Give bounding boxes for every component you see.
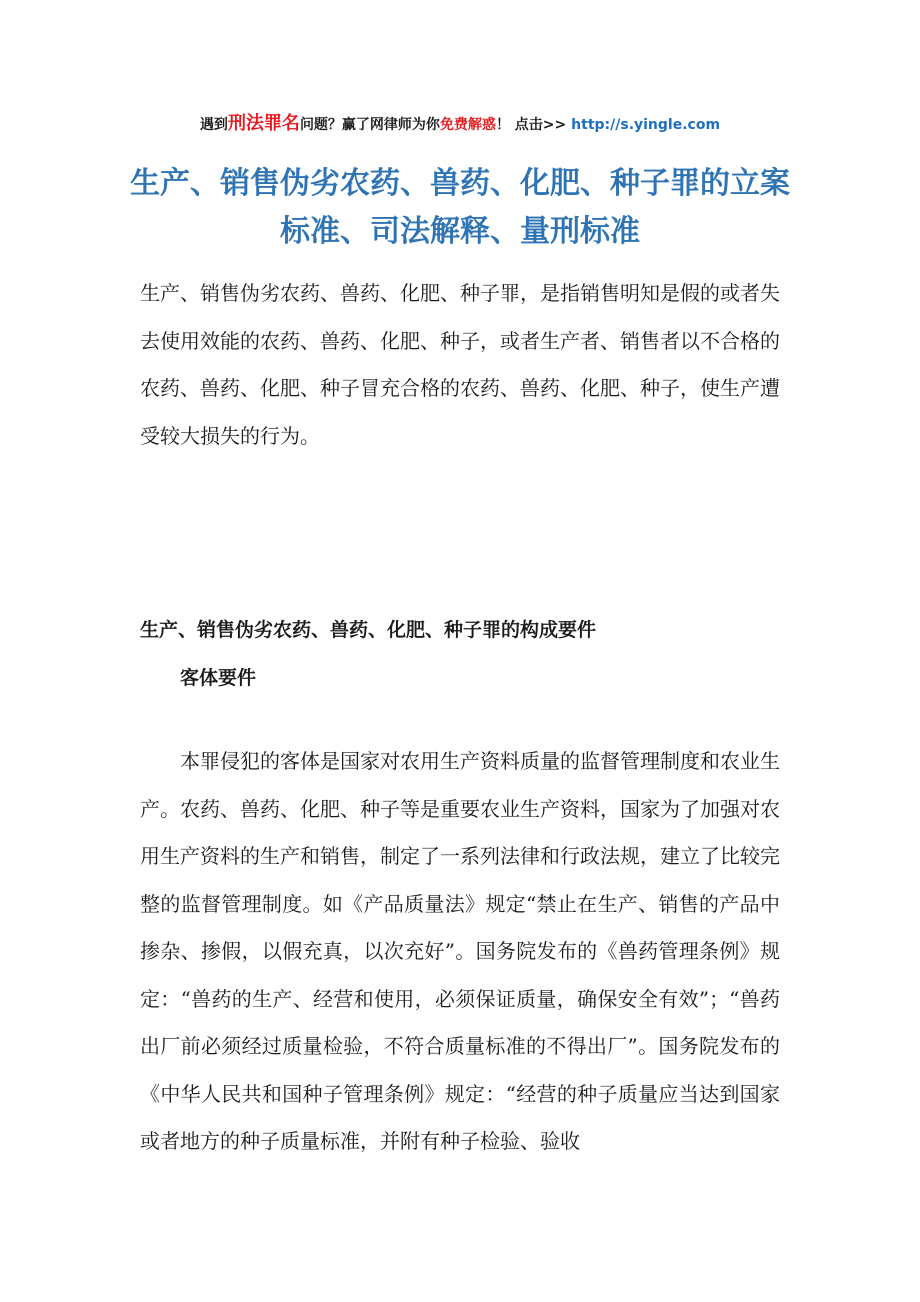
banner-prefix: 遇到 bbox=[199, 117, 228, 133]
promo-banner bbox=[0, 112, 920, 137]
banner-highlight: 刑法罪名 bbox=[227, 113, 300, 134]
body-paragraph: 本罪侵犯的客体是国家对农用生产资料质量的监督管理制度和农业生产。农药、兽药、化肥、种子等是重要农业生产资料，国家为了加强对农用生产资料的生产和销售，制定了一系列法律和行政法规，建立了比较完整的监督管理制度。如《产品质量法》规定“禁止在生产、销售的产品中掺杂、掺假，以假充真，以次充好”。国务院发布的《兽药管理条例》规定：“兽药的生产、经营和使用，必须保证质量，确保安全有效”；“兽药出厂前必须经过质量检验，不符合质量标准的不得出厂”。国务院发布的《中华人民共和国种子管理条例》规定：“经营的种子质量应当达到国家或者地方的种子质量标准，并附有种子检验、验收 bbox=[140, 749, 780, 1153]
sub-heading: 客体要件 bbox=[180, 667, 257, 689]
intro-paragraph: 生产、销售伪劣农药、兽药、化肥、种子罪，是指销售明知是假的或者失去使用效能的农药、兽药、化肥、种子，或者生产者、销售者以不合格的农药、兽药、化肥、种子冒充合格的农药、兽药、化肥、种子，使生产遭受较大损失的行为。 bbox=[140, 281, 780, 448]
banner-suffix: ！ 点击>> bbox=[495, 117, 572, 133]
banner-link[interactable]: http://s.yingle.com bbox=[571, 117, 721, 133]
banner-middle: 问题？赢了网律师为你 bbox=[299, 117, 440, 133]
banner-free-text: 免费解惑 bbox=[439, 117, 496, 133]
page-title: 生产、销售伪劣农药、兽药、化肥、种子罪的立案标准、司法解释、量刑标准 bbox=[130, 166, 790, 249]
section-heading: 生产、销售伪劣农药、兽药、化肥、种子罪的构成要件 bbox=[140, 619, 597, 641]
